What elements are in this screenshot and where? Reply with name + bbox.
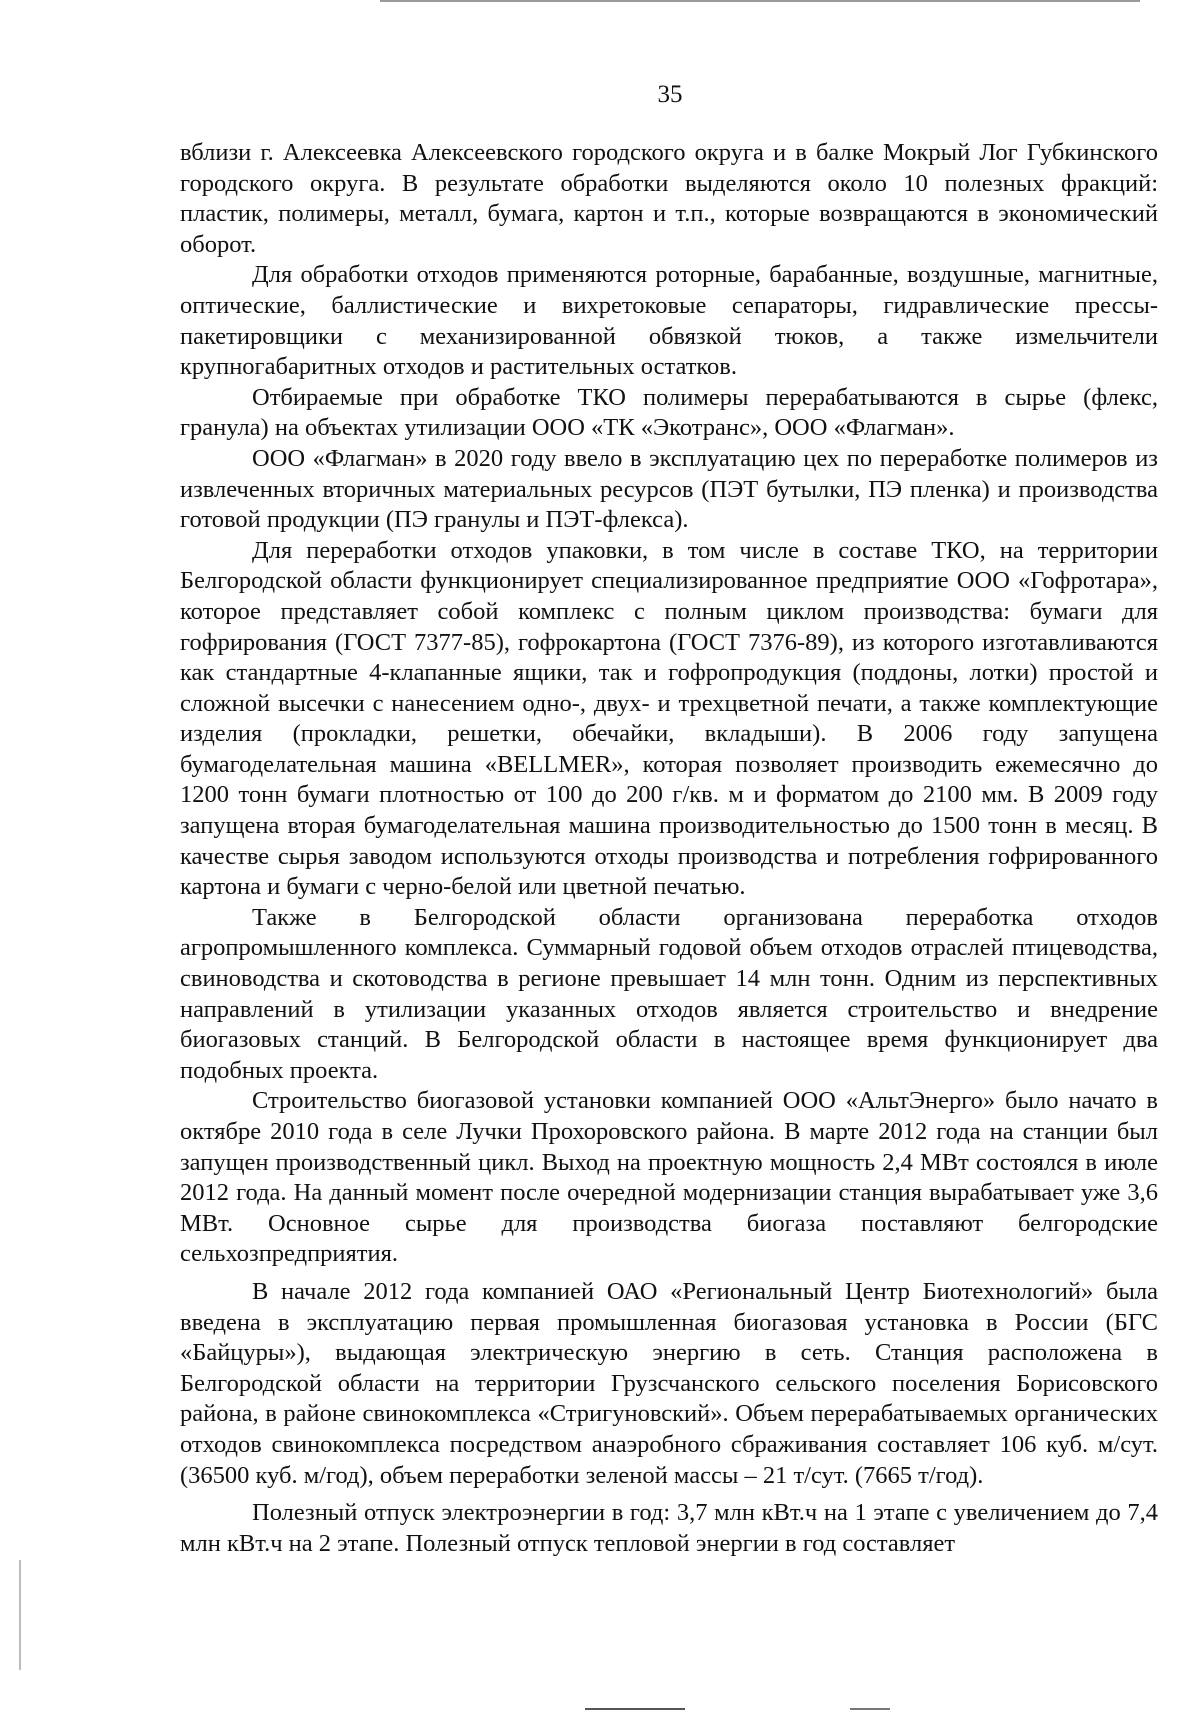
paragraph-baitsury: В начале 2012 года компанией ОАО «Региональный Центр Биотехнологий» была введена в эксплуатацию первая промышленная биогазовая установка в России (БГС «Байцуры»), выдающая электрическую энергию в сеть. Станция расположена в Белгородской области на территории Грузсчанского сельского поселения Борисовского района, в районе свинокомплекса «Стригуновский». Объем перерабатываемых органических отходов свинокомплекса посредством анаэробного сбраживания составляет 106 куб. м/сут. (36500 куб. м/год), объем переработки зеленой массы – 21 т/сут. (7665 т/год). [180, 1277, 1158, 1489]
scan-edge-line-bottom [585, 1708, 685, 1710]
paragraph-energy-output: Полезный отпуск электроэнергии в год: 3,7 млн кВт.ч на 1 этапе с увеличением до 7,4 млн кВт.ч на 2 этапе. Полезный отпуск тепловой энергии в год составляет [180, 1499, 1158, 1557]
paragraph-sorting-fractions: вблизи г. Алексеевка Алексеевского городского округа и в балке Мокрый Лог Губкинского городского округа. В результате обработки выделяются около 10 полезных фракций: пластик, полимеры, металл, бумага, картон и т.п., которые возвращаются в экономический оборот. [180, 139, 1158, 258]
paragraph-gofrotara: Для переработки отходов упаковки, в том числе в составе ТКО, на территории Белгородской области функционирует специализированное предприятие ООО «Гофротара», которое представляет собой комплекс с полным циклом производства: бумаги для гофрирования (ГОСТ 7377-85), гофрокартона (ГОСТ 7376-89), из которого изготавливаются как стандартные 4-клапанные ящики, так и гофропродукция (поддоны, лотки) простой и сложной высечки с нанесением одно-, двух- и трехцветной печати, а также комплектующие изделия (прокладки, решетки, обечайки, вкладыши). В 2006 году запущена бумагоделательная машина «BELLMER», которая позволяет производить ежемесячно до 1200 тонн бумаги плотностью от 100 до 200 г/кв. м и форматом до 2100 мм. В 2009 году запущена вторая бумагоделательная машина производительностью до 1500 тонн в месяц. В качестве сырья заводом используются отходы производства и потребления гофрированного картона и бумаги с черно-белой или цветной печатью. [180, 536, 1158, 901]
paragraph-altenergo: Строительство биогазовой установки компанией ООО «АльтЭнерго» было начато в октябре 2010 года в селе Лучки Прохоровского района. В марте 2012 года на станции был запущен производственный цикл. Выход на проектную мощность 2,4 МВт состоялся в июле 2012 года. На данный момент после очередной модернизации станция вырабатывает уже 3,6 МВт. Основное сырье для производства биогаза поставляют белгородские сельхозпредприятия. [180, 1087, 1158, 1268]
paragraph-flagman: ООО «Флагман» в 2020 году ввело в эксплуатацию цех по переработке полимеров из извлеченных вторичных материальных ресурсов (ПЭТ бутылки, ПЭ пленка) и производства готовой продукции (ПЭ гранулы и ПЭТ-флекса). [180, 444, 1158, 534]
paragraph-polymers: Отбираемые при обработке ТКО полимеры перерабатываются в сырье (флекс, гранула) на объектах утилизации ООО «ТК «Экотранс», ООО «Флагман». [180, 383, 1158, 442]
scan-edge-line-top [380, 0, 1140, 2]
page-number: 35 [657, 81, 683, 108]
paragraph-agro-waste: Также в Белгородской области организована переработка отходов агропромышленного комплекса. Суммарный годовой объем отходов отраслей птицеводства, свиноводства и скотоводства в регионе превышает 14 млн тонн. Одним из перспективных направлений в утилизации указанных отходов является строительство и внедрение биогазовых станций. В Белгородской области в настоящее время функционирует два подобных проекта. [180, 903, 1158, 1084]
scan-margin-mark [19, 1560, 21, 1670]
scan-edge-line-bottom-right [850, 1708, 890, 1710]
paragraph-separators: Для обработки отходов применяются роторные, барабанные, воздушные, магнитные, оптические, баллистические и вихретоковые сепараторы, гидравлические прессы-пакетировщики с механизированной обвязкой тюков, а также измельчители крупногабаритных отходов и растительных остатков. [180, 261, 1158, 381]
document-body [180, 138, 1158, 1559]
